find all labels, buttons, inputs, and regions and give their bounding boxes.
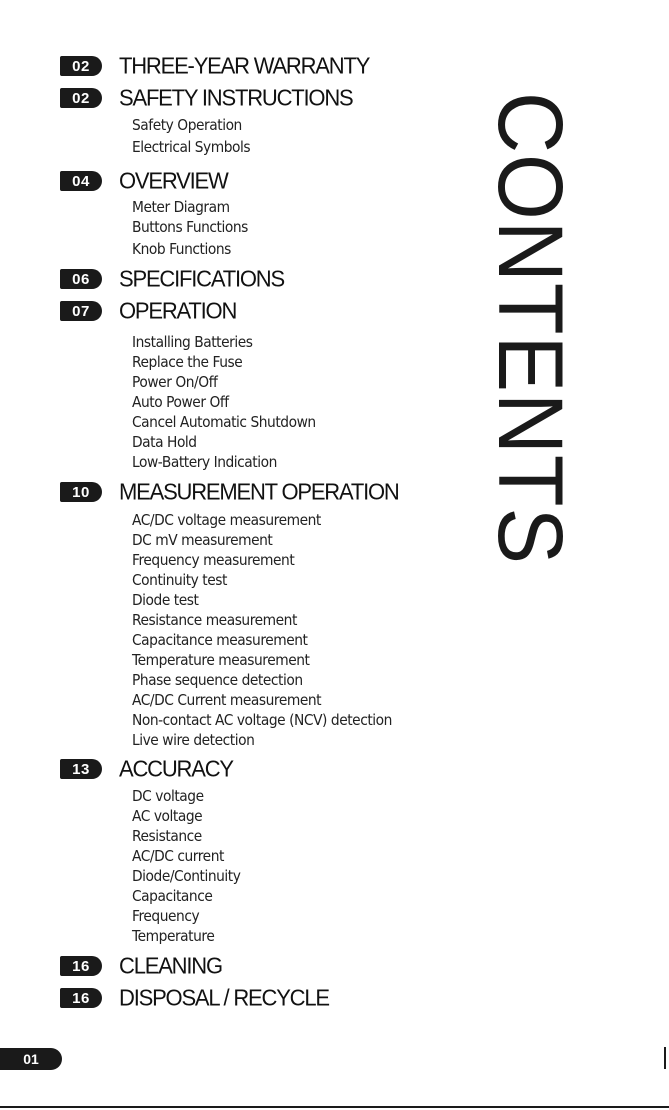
toc-subitem[interactable]: Phase sequence detection [132, 671, 303, 689]
toc-section-measurement-operation[interactable] [60, 480, 399, 504]
toc-subitem[interactable]: AC voltage [132, 807, 203, 825]
section-title: SPECIFICATIONS [119, 265, 284, 292]
page-badge: 13 [60, 759, 102, 779]
toc-subitem[interactable]: AC/DC current [132, 847, 224, 865]
toc-subitem[interactable]: Diode/Continuity [132, 867, 241, 885]
section-title: CLEANING [119, 952, 222, 979]
page-badge: 06 [60, 269, 102, 289]
subsection-list [132, 786, 250, 946]
toc-subitem[interactable]: Meter Diagram [132, 198, 230, 216]
toc-subitem[interactable]: Installing Batteries [132, 333, 253, 351]
toc-section-warranty[interactable] [60, 54, 369, 78]
section-title: DISPOSAL / RECYCLE [119, 984, 329, 1011]
toc-subitem[interactable]: Diode test [132, 591, 199, 609]
toc-subitem[interactable]: Frequency measurement [132, 551, 295, 569]
section-title: ACCURACY [119, 755, 233, 782]
section-title: SAFETY INSTRUCTIONS [119, 84, 353, 111]
subsection-list [132, 332, 332, 472]
toc-subitem[interactable]: Frequency [132, 907, 200, 925]
page-badge: 16 [60, 988, 102, 1008]
section-title: THREE-YEAR WARRANTY [119, 52, 370, 79]
toc-section-overview[interactable] [60, 169, 228, 193]
toc-subitem[interactable]: Buttons Functions [132, 218, 248, 236]
section-title: MEASUREMENT OPERATION [119, 478, 399, 505]
page-number: 01 [23, 1051, 39, 1067]
toc-subitem[interactable]: Auto Power Off [132, 393, 229, 411]
toc-subitem[interactable]: Power On/Off [132, 373, 218, 391]
contents-heading [479, 92, 581, 565]
toc-section-disposal[interactable] [60, 986, 329, 1010]
toc-subitem[interactable]: Non-contact AC voltage (NCV) detection [132, 711, 392, 729]
page-badge: 16 [60, 956, 102, 976]
section-title: OVERVIEW [119, 167, 228, 194]
toc-subitem[interactable]: AC/DC Current measurement [132, 691, 322, 709]
page-number-tab [0, 1048, 62, 1070]
page-badge: 10 [60, 482, 102, 502]
toc-subitem[interactable]: Temperature [132, 927, 215, 945]
toc-subitem[interactable]: Capacitance measurement [132, 631, 308, 649]
toc-subitem[interactable]: Continuity test [132, 571, 227, 589]
toc-subitem[interactable]: DC mV measurement [132, 531, 273, 549]
page-badge: 02 [60, 88, 102, 108]
toc-subitem[interactable]: Data Hold [132, 433, 197, 451]
toc-subitem[interactable]: Low-Battery Indication [132, 453, 277, 471]
toc-subitem[interactable]: Capacitance [132, 887, 213, 905]
toc-section-specifications[interactable] [60, 267, 284, 291]
toc-subitem[interactable]: Knob Functions [132, 240, 231, 258]
toc-subitem[interactable]: Replace the Fuse [132, 353, 243, 371]
contents-heading-text: CONTENTS [479, 92, 581, 565]
page-badge: 02 [60, 56, 102, 76]
toc-section-operation[interactable] [60, 299, 236, 323]
bottom-divider [0, 1106, 669, 1108]
toc-subitem[interactable]: Resistance [132, 827, 202, 845]
toc-subitem[interactable]: Live wire detection [132, 731, 255, 749]
toc-subitem[interactable]: Electrical Symbols [132, 138, 251, 156]
section-title: OPERATION [119, 297, 237, 324]
toc-section-cleaning[interactable] [60, 954, 222, 978]
toc-subitem[interactable]: Safety Operation [132, 116, 242, 134]
subsection-list [132, 197, 258, 259]
toc-section-safety[interactable] [60, 86, 353, 110]
page-badge: 07 [60, 301, 102, 321]
subsection-list [132, 510, 415, 750]
toc-subitem[interactable]: Cancel Automatic Shutdown [132, 413, 316, 431]
right-edge-mark [664, 1047, 666, 1069]
page-badge: 04 [60, 171, 102, 191]
toc-subitem[interactable]: DC voltage [132, 787, 204, 805]
toc-subitem[interactable]: Resistance measurement [132, 611, 297, 629]
toc-section-accuracy[interactable] [60, 757, 233, 781]
subsection-list [132, 115, 260, 157]
toc-subitem[interactable]: AC/DC voltage measurement [132, 511, 321, 529]
toc-subitem[interactable]: Temperature measurement [132, 651, 310, 669]
